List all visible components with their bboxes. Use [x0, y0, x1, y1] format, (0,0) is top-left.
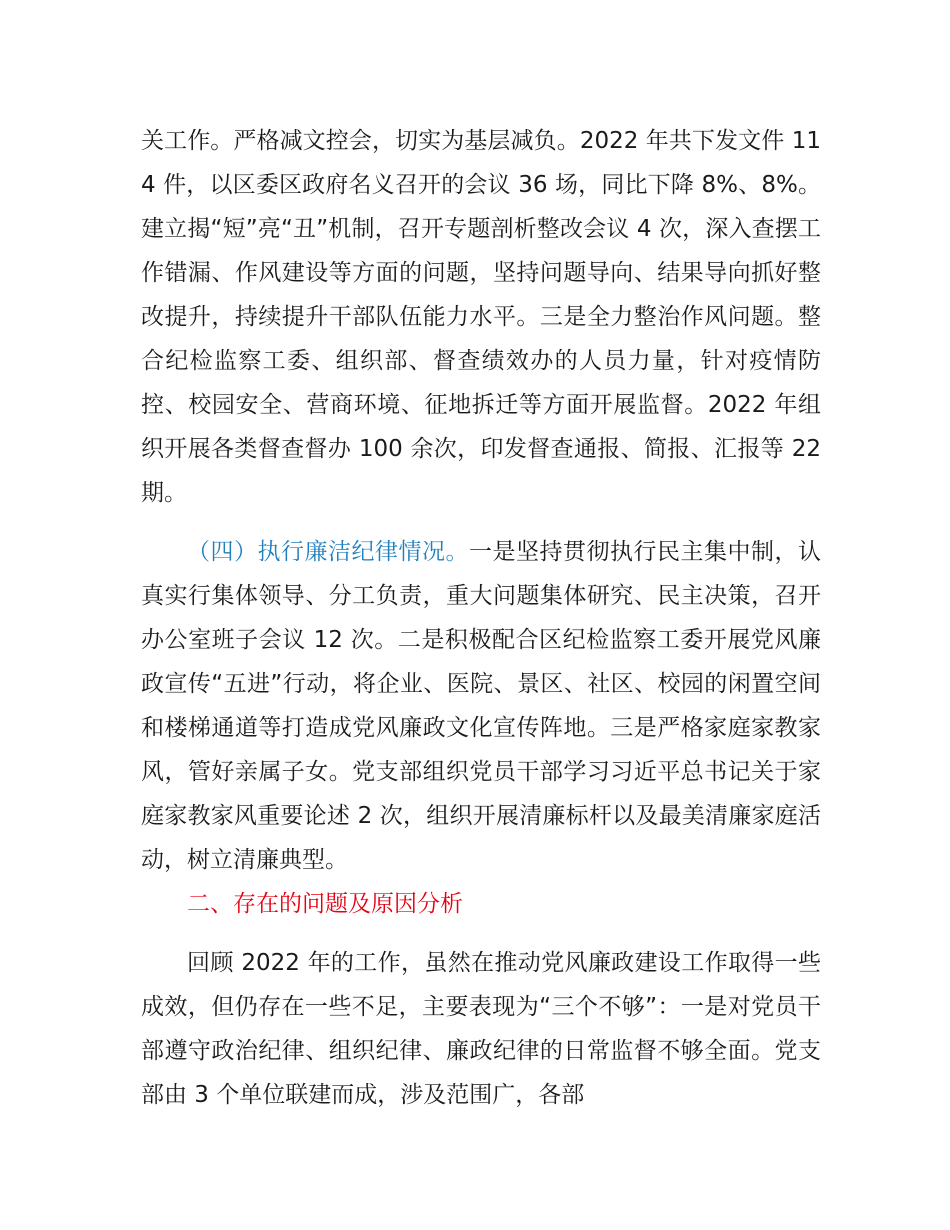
- sub-heading-integrity-discipline: （四）执行廉洁纪律情况。: [187, 539, 469, 565]
- paragraph-integrity-discipline-body: 一是坚持贯彻执行民主集中制，认真实行集体领导、分工负责，重大问题集体研究、民主决策，召开办公室班子会议 12 次。二是积极配合区纪检监察工委开展党风廉政宣传“五进”行动，将企业、医院、景区、社区、校园的闲置空间和楼梯通道等打造成党风廉政文化宣传阵地。三是严格家庭家教家风，管好亲属子女。党支部组织党员干部学习习近平总书记关于家庭家教家风重要论述 2 次，组织开展清廉标杆以及最美清廉家庭活动，树立清廉典型。: [141, 539, 821, 873]
- paragraph-review: 回顾 2022 年的工作，虽然在推动党风廉政建设工作取得一些成效，但仍存在一些不足，主要表现为“三个不够”：一是对党员干部遵守政治纪律、组织纪律、廉政纪律的日常监督不够全面。党支部由 3 个单位联建而成，涉及范围广，各部: [141, 950, 821, 1108]
- paragraph-work-style: 关工作。严格减文控会，切实为基层减负。2022 年共下发文件 114 件，以区委区政府名义召开的会议 36 场，同比下降 8%、8%。建立揭“短”亮“丑”机制，召开专题剖析整改会议 4 次，深入查摆工作错漏、作风建设等方面的问题，坚持问题导向、结果导向抓好整改提升，持续提升干部队伍能力水平。三是全力整治作风问题。整合纪检监察工委、组织部、督查绩效办的人员力量，针对疫情防控、校园安全、营商环境、征地拆迁等方面开展监督。2022 年组织开展各类督查督办 100 余次，印发督查通报、简报、汇报等 22 期。: [141, 128, 821, 506]
- paragraph-integrity-discipline: [141, 530, 821, 882]
- document-content: [141, 119, 821, 1117]
- section-heading-problems: 二、存在的问题及原因分析: [187, 891, 463, 917]
